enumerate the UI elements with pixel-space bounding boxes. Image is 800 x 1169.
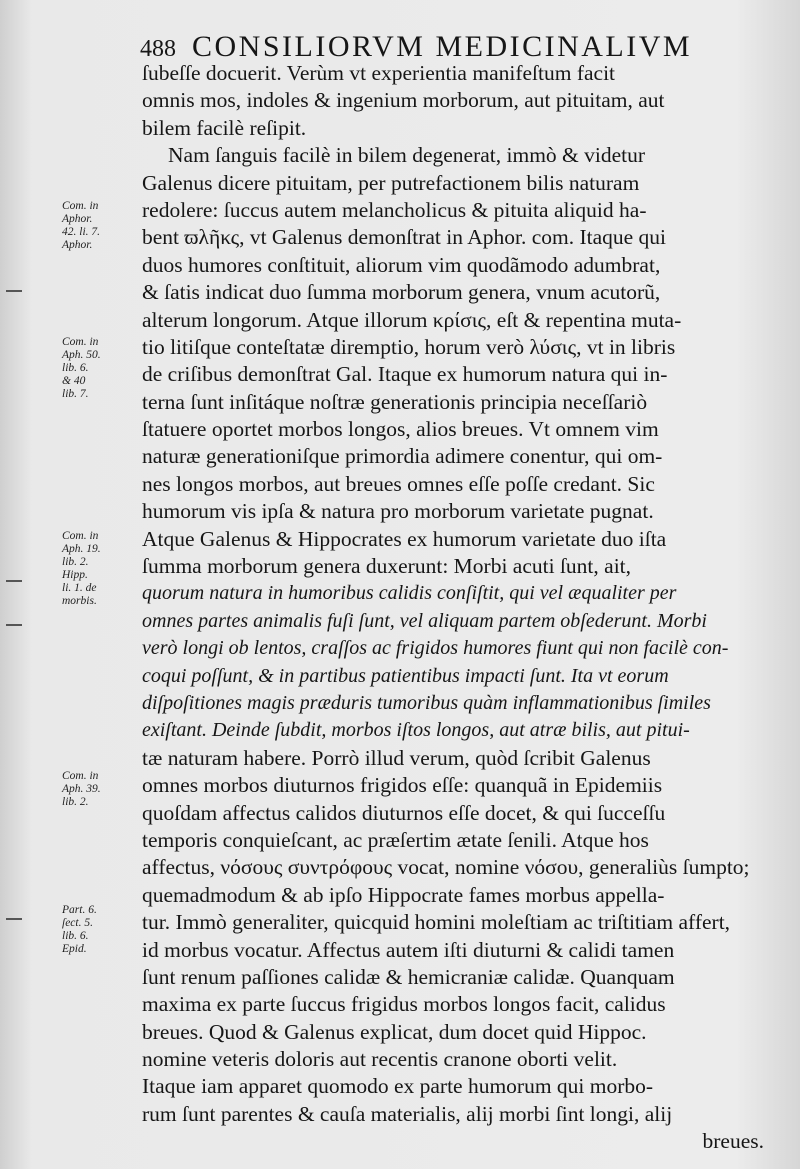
text-line: & ſatis indicat duo ſumma morborum genera, vnum acutorũ, [142, 280, 661, 305]
text-line: breues. Quod & Galenus explicat, dum docet quid Hippoc. [142, 1019, 647, 1044]
margin-note [62, 336, 142, 401]
text-line: quoſdam affectus calidos diuturnos eſſe docet, & qui ſucceſſu [142, 800, 666, 825]
margin-note [62, 200, 142, 252]
margin-note-line: Com. in [62, 770, 99, 782]
margin-note-line: Aphor. [62, 239, 93, 251]
text-line: duos humores conſtituit, aliorum vim quodãmodo adumbrat, [142, 252, 661, 277]
margin-note-line: Hipp. [62, 569, 88, 581]
text-line: exiſtant. Deinde ſubdit, morbos iſtos longos, aut atræ bilis, aut pitui- [142, 719, 690, 742]
text-line: naturæ generationiſque primordia adimere conentur, qui om- [142, 444, 663, 469]
text-line: diſpoſitiones magis præduris tumoribus quàm inflammationibus ſimiles [142, 691, 711, 714]
text-line: ſubeſſe docuerit. Verùm vt experientia manifeſtum facit [142, 61, 616, 85]
margin-note-line: Epid. [62, 943, 87, 955]
margin-note-line: Aphor. [62, 213, 93, 225]
margin-note [62, 770, 142, 809]
margin-note-line: Com. in [62, 200, 99, 212]
text-line: quemadmodum & ab ipſo Hippocrate fames morbus appella- [142, 882, 665, 907]
margin-note-line: Part. 6. [62, 904, 97, 916]
text-line: ſumma morborum genera duxerunt: Morbi acuti ſunt, ait, [142, 554, 632, 579]
margin-note-line: lib. 6. [62, 362, 89, 374]
text-line: rum ſunt parentes & cauſa materialis, alij morbi ſint longi, alij [142, 1101, 673, 1126]
margin-note-line: li. 1. de [62, 582, 97, 594]
margin-note-line: 42. li. 7. [62, 226, 101, 238]
page-number: 488 [140, 36, 176, 62]
text-line: Nam ſanguis facilè in bilem degenerat, immò & videtur [168, 143, 646, 168]
text-line: tio litiſque conteſtatæ diremptio, horum verò λύσις, vt in libris [142, 334, 676, 359]
text-line: tæ naturam habere. Porrò illud verum, quòd ſcribit Galenus [142, 745, 651, 770]
margin-note-line: Com. in [62, 336, 99, 348]
margin-note-line: Aph. 50. [62, 349, 101, 361]
text-line: tur. Immò generaliter, quicquid homini moleſtiam ac triſtitiam affert, [142, 910, 731, 935]
text-line: bilem facilè reſipit. [142, 115, 307, 140]
margin-note-line: lib. 7. [62, 388, 89, 400]
text-line: Galenus dicere pituitam, per putrefactionem bilis naturam [142, 170, 640, 195]
text-line: omnis mos, indoles & ingenium morborum, aut pituitam, aut [142, 88, 665, 113]
margin-note-line: lib. 6. [62, 930, 89, 942]
margin-note-line: Aph. 39. [62, 783, 101, 795]
margin-mark [6, 624, 22, 626]
text-line: breues. [702, 1129, 764, 1154]
text-line: redolere: ſuccus autem melancholicus & pituita aliquid ha- [142, 197, 647, 222]
text-line: omnes partes animalis fuſi ſunt, vel aliquam partem obſederunt. Morbi [142, 609, 707, 632]
margin-note [62, 904, 142, 956]
text-line: id morbus vocatur. Affectus autem iſti diuturni & calidi tamen [142, 937, 675, 962]
running-title: CONSILIORVM MEDICINALIVM [192, 30, 693, 63]
text-line: coqui poſſunt, & in partibus patientibus impacti ſunt. Ita vt eorum [142, 664, 669, 687]
text-line: ſtatuere oportet morbos longos, alios breues. Vt omnem vim [142, 417, 659, 442]
text-line: quorum natura in humoribus calidis conſiſtit, qui vel æqualiter per [142, 582, 677, 605]
text-line: temporis conquieſcant, ac præſertim ætate ſenili. Atque hos [142, 827, 649, 852]
text-line: bent ϖλῆκς, vt Galenus demonſtrat in Aphor. com. Itaque qui [142, 225, 667, 250]
margin-note-line: ſect. 5. [62, 917, 93, 929]
margin-note-line: & 40 [62, 375, 86, 387]
text-line: terna ſunt inſitáque noſtræ generationis principia neceſſariò [142, 389, 648, 414]
text-line: affectus, νόσους συντρόφους vocat, nomine νόσου, generaliùs ſumpto; [142, 855, 750, 880]
margin-mark [6, 580, 22, 582]
margin-note-line: Aph. 19. [62, 543, 101, 555]
text-line: ſunt renum paſſiones calidæ & hemicraniæ calidæ. Quanquam [142, 964, 675, 989]
margin-note-line: lib. 2. [62, 556, 89, 568]
margin-mark [6, 290, 22, 292]
text-line: humorum vis ipſa & natura pro morborum varietate pugnat. [142, 499, 654, 524]
margin-note-line: lib. 2. [62, 796, 89, 808]
text-line: nes longos morbos, aut breues omnes eſſe poſſe credant. Sic [142, 471, 655, 496]
main-text [142, 60, 772, 1156]
text-line: verò longi ob lentos, craſſos ac frigidos humores fiunt qui non facilè con- [142, 637, 729, 660]
text-line: Itaque iam apparet quomodo ex parte humorum qui morbo- [142, 1074, 654, 1099]
text-line: omnes morbos diuturnos frigidos eſſe: quanquã in Epidemiis [142, 773, 663, 798]
text-line: alterum longorum. Atque illorum κρίσις, eſt & repentina muta- [142, 307, 682, 332]
text-line: de criſibus demonſtrat Gal. Itaque ex humorum natura qui in- [142, 362, 668, 387]
margin-mark [6, 918, 22, 920]
text-line: Atque Galenus & Hippocrates ex humorum varietate duo iſta [142, 526, 667, 551]
margin-note [62, 530, 142, 608]
margin-note-line: Com. in [62, 530, 99, 542]
text-line: maxima ex parte ſuccus frigidus morbos longos facit, calidus [142, 992, 666, 1017]
text-line: nomine veteris doloris aut recentis cranone oborti velit. [142, 1047, 618, 1072]
margin-note-line: morbis. [62, 595, 97, 607]
